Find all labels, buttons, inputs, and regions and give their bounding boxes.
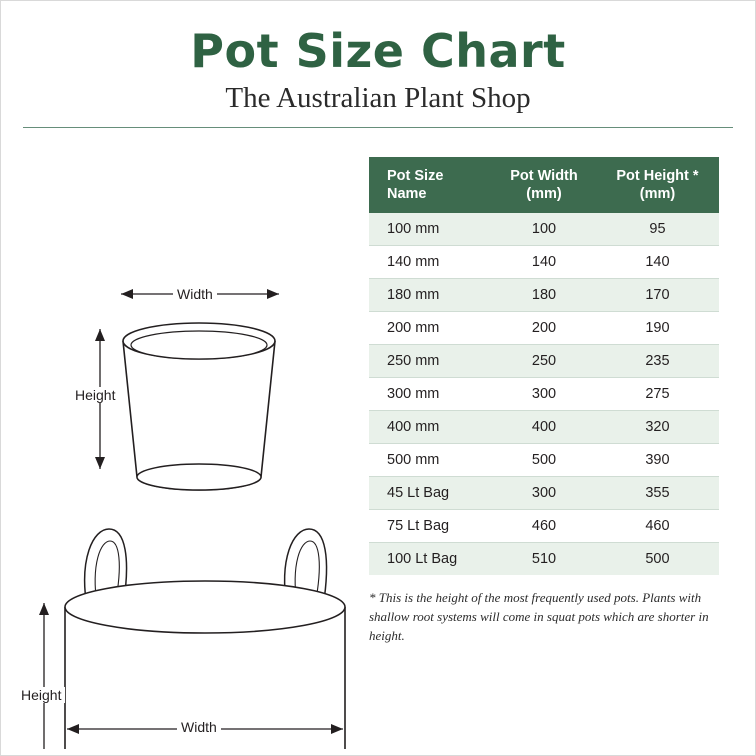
table-row	[369, 444, 719, 477]
page-title: Pot Size Chart	[190, 24, 566, 78]
cell-pot-height: 170	[596, 279, 719, 312]
table-row	[369, 213, 719, 246]
cell-pot-height: 320	[596, 411, 719, 444]
cell-pot-height: 190	[596, 312, 719, 345]
table-column	[369, 157, 737, 646]
table-row	[369, 312, 719, 345]
cell-pot-size-name: 100 Lt Bag	[369, 543, 492, 576]
column-header-line-2: Name	[387, 186, 427, 203]
cell-pot-height: 235	[596, 345, 719, 378]
cell-pot-width: 250	[492, 345, 596, 378]
cell-pot-size-name: 300 mm	[369, 378, 492, 411]
column-header-pot-size-name	[369, 157, 492, 213]
table-footnote: * This is the height of the most frequently used pots. Plants with shallow root systems will come in squat pots which are shorter in height.	[369, 590, 709, 644]
pot-width-label: Width	[173, 286, 217, 302]
cell-pot-size-name: 200 mm	[369, 312, 492, 345]
cell-pot-size-name: 500 mm	[369, 444, 492, 477]
table-header-row	[369, 157, 719, 213]
content-area	[1, 129, 756, 749]
table-row	[369, 477, 719, 510]
cell-pot-width: 300	[492, 477, 596, 510]
page-header	[1, 1, 755, 129]
pot-size-table	[369, 157, 719, 575]
cell-pot-width: 140	[492, 246, 596, 279]
column-header-pot-width	[492, 157, 596, 213]
cell-pot-width: 200	[492, 312, 596, 345]
cell-pot-size-name: 180 mm	[369, 279, 492, 312]
cell-pot-size-name: 100 mm	[369, 213, 492, 246]
column-header-line-2: (mm)	[639, 186, 676, 203]
pot-height-label: Height	[71, 387, 119, 403]
cell-pot-height: 140	[596, 246, 719, 279]
bag-width-label: Width	[177, 719, 221, 735]
cell-pot-width: 180	[492, 279, 596, 312]
cell-pot-size-name: 75 Lt Bag	[369, 510, 492, 543]
column-header-line-1: Pot Size	[387, 168, 444, 185]
cell-pot-height: 500	[596, 543, 719, 576]
column-header-line-1: Pot Height *	[616, 168, 699, 185]
table-body	[369, 213, 719, 575]
page-subtitle: The Australian Plant Shop	[225, 82, 531, 115]
cell-pot-height: 275	[596, 378, 719, 411]
cell-pot-width: 400	[492, 411, 596, 444]
column-header-line-2: (mm)	[526, 186, 562, 203]
cell-pot-width: 300	[492, 378, 596, 411]
column-header-pot-height	[596, 157, 719, 213]
table-row	[369, 510, 719, 543]
cell-pot-size-name: 400 mm	[369, 411, 492, 444]
cell-pot-size-name: 140 mm	[369, 246, 492, 279]
table-row	[369, 378, 719, 411]
cell-pot-size-name: 250 mm	[369, 345, 492, 378]
cell-pot-width: 460	[492, 510, 596, 543]
cell-pot-height: 390	[596, 444, 719, 477]
table-header	[369, 157, 719, 213]
table-row	[369, 411, 719, 444]
bag-height-label: Height	[17, 687, 65, 703]
table-row	[369, 246, 719, 279]
cell-pot-height: 95	[596, 213, 719, 246]
table-row	[369, 345, 719, 378]
table-row	[369, 543, 719, 576]
cell-pot-width: 510	[492, 543, 596, 576]
cell-pot-width: 500	[492, 444, 596, 477]
diagram-column	[1, 129, 363, 749]
cell-pot-height: 355	[596, 477, 719, 510]
table-row	[369, 279, 719, 312]
cell-pot-height: 460	[596, 510, 719, 543]
cell-pot-width: 100	[492, 213, 596, 246]
column-header-line-1: Pot Width	[510, 168, 578, 185]
cell-pot-size-name: 45 Lt Bag	[369, 477, 492, 510]
pot-and-bag-diagram	[1, 129, 363, 749]
